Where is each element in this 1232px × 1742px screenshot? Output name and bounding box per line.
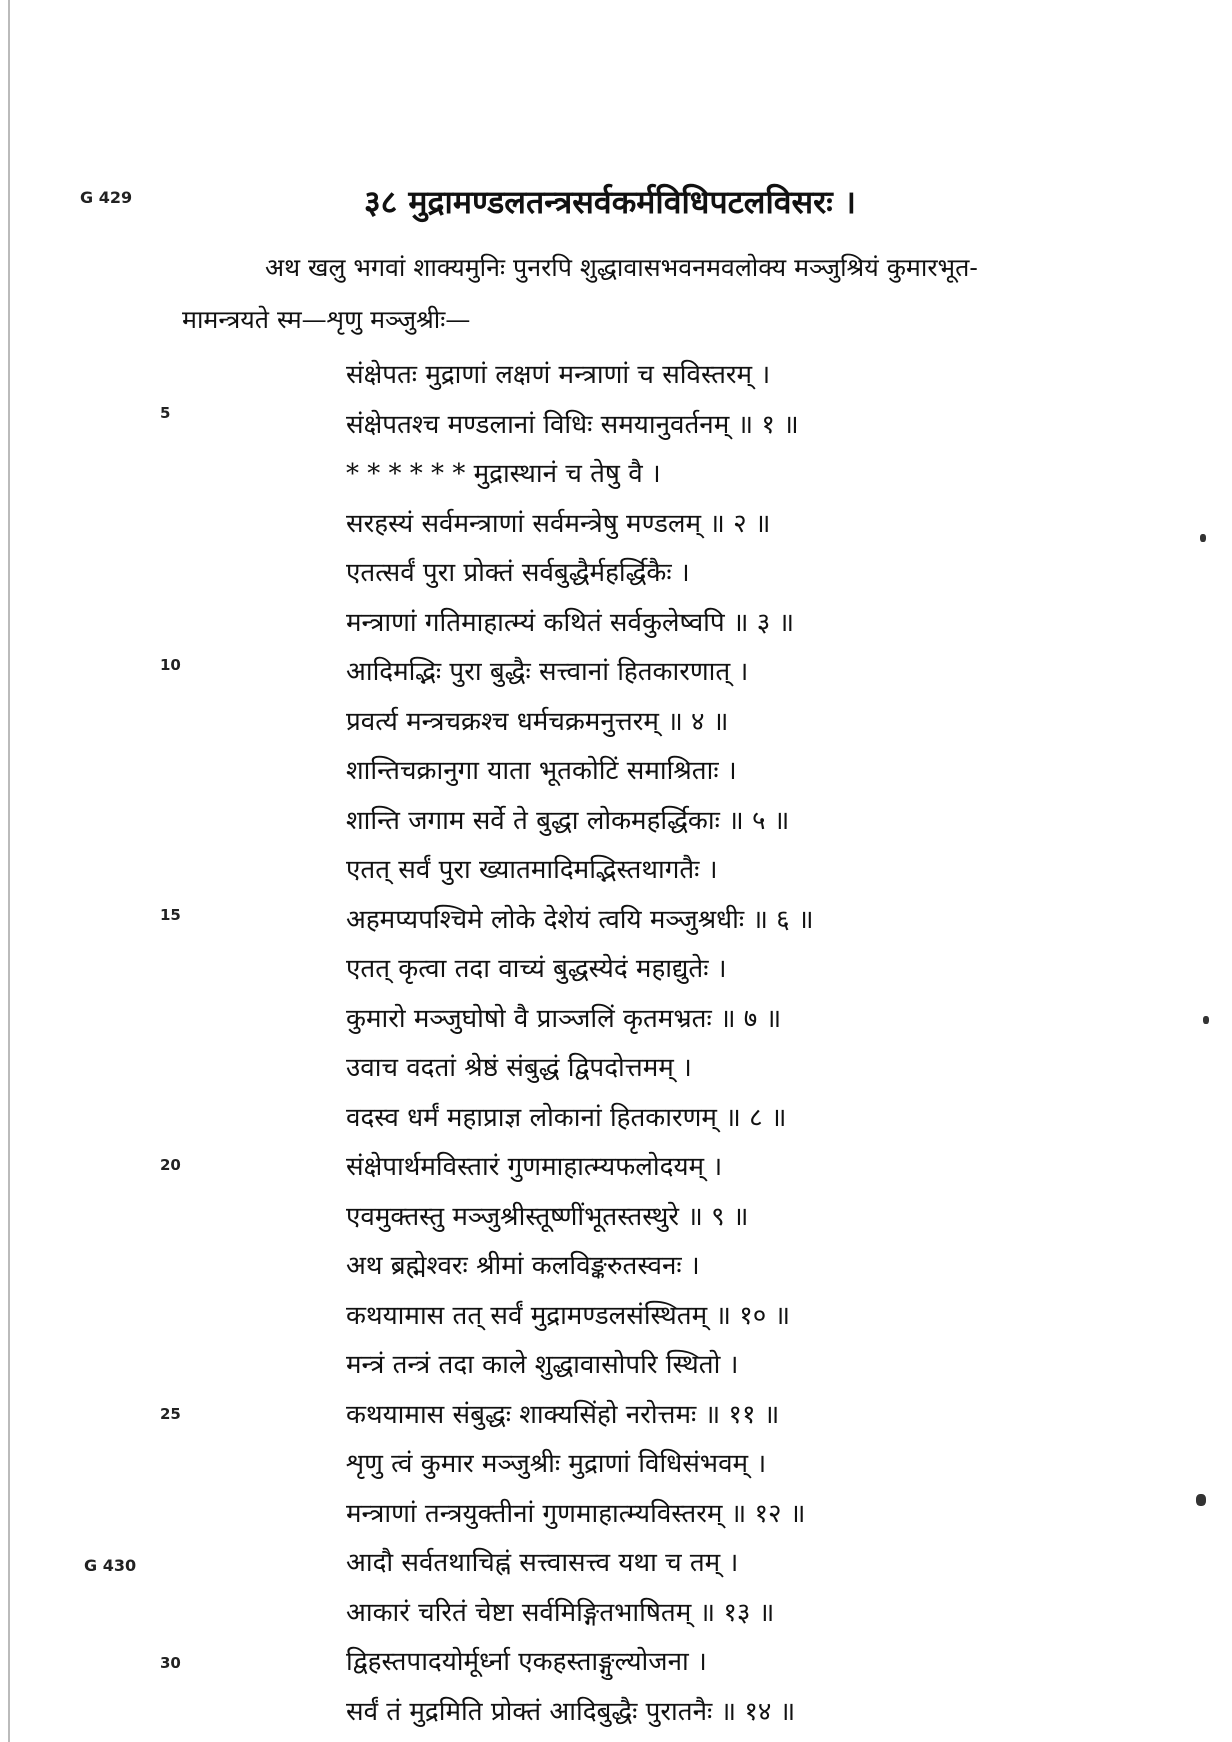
margin-ref-top: G 429 [80,188,133,207]
line-number: 30 [160,1654,181,1672]
verse-line: संक्षेपार्थमविस्तारं गुणमाहात्म्यफलोदयम् । [346,1152,723,1182]
verse-line: वदस्व धर्मं महाप्राज्ञ लोकानां हितकारणम् ॥ ८ ॥ [346,1103,787,1133]
line-number: 5 [160,404,171,422]
line-number: 20 [160,1156,181,1174]
verse-line: द्विहस्तपादयोर्मूर्ध्ना एकहस्ताङ्गुल्योजना । [346,1647,707,1677]
verse-line: कथयामास संबुद्धः शाक्यसिंहो नरोत्तमः ॥ ११ ॥ [346,1400,780,1430]
scan-speck [1200,534,1206,542]
chapter-heading: ३८ मुद्रामण्डलतन्त्रसर्वकर्मविधिपटलविसरः । [363,183,856,221]
verse-line: सरहस्यं सर्वमन्त्राणां सर्वमन्त्रेषु मण्डलम् ॥ २ ॥ [346,509,771,539]
verse-line: * * * * * * मुद्रास्थानं च तेषु वै । [346,459,661,489]
verse-line: आदिमद्भिः पुरा बुद्धैः सत्त्वानां हितकारणात् । [346,657,749,687]
line-number: 10 [160,656,181,674]
verse-line: उवाच वदतां श्रेष्ठं संबुद्धं द्विपदोत्तमम् । [346,1053,692,1083]
line-number: 15 [160,906,181,924]
verse-line: सर्वं तं मुद्रमिति प्रोक्तं आदिबुद्धैः पुरातनैः ॥ १४ ॥ [346,1697,796,1727]
line-number: 25 [160,1405,181,1423]
verse-line: एतत् सर्वं पुरा ख्यातमादिमद्भिस्तथागतैः । [346,855,718,885]
scan-speck [1196,1494,1206,1506]
verse-line: अहमप्यपश्चिमे लोके देशेयं त्वयि मञ्जुश्रधीः ॥ ६ ॥ [346,905,814,935]
verse-line: आकारं चरितं चेष्टा सर्वमिङ्गितभाषितम् ॥ १३ ॥ [346,1598,775,1628]
scan-speck [1203,1016,1209,1024]
verse-line: आदौ सर्वतथाचिह्नं सत्त्वासत्त्व यथा च तम् । [346,1548,739,1578]
verse-line: अथ ब्रह्मेश्वरः श्रीमां कलविङ्करुतस्वनः । [346,1251,700,1281]
verse-line: संक्षेपतः मुद्राणां लक्षणं मन्त्राणां च सविस्तरम् । [346,360,771,390]
verse-line: प्रवर्त्य मन्त्रचक्रश्च धर्मचक्रमनुत्तरम् ॥ ४ ॥ [346,707,729,737]
verse-line: एतत् कृत्वा तदा वाच्यं बुद्धस्येदं महाद्युतेः । [346,954,727,984]
intro-line-1: अथ खलु भगवां शाक्यमुनिः पुनरपि शुद्धावासभवनमवलोक्य मञ्जुश्रियं कुमारभूत- [265,253,978,282]
intro-line-2: मामन्त्रयते स्म—शृणु मञ्जुश्रीः— [182,305,471,334]
margin-ref-bottom: G 430 [84,1556,137,1575]
verse-line: शान्ति जगाम सर्वे ते बुद्धा लोकमहर्द्धिकाः ॥ ५ ॥ [346,806,790,836]
verse-line: कथयामास तत् सर्वं मुद्रामण्डलसंस्थितम् ॥ १० ॥ [346,1301,791,1331]
verse-line: संक्षेपतश्च मण्डलानां विधिः समयानुवर्तनम् ॥ १ ॥ [346,410,799,440]
verse-line: कुमारो मञ्जुघोषो वै प्राञ्जलिं कृतमभ्रतः ॥ ७ ॥ [346,1004,782,1034]
verse-line: शृणु त्वं कुमार मञ्जुश्रीः मुद्राणां विधिसंभवम् । [346,1449,767,1479]
verse-line: मन्त्राणां गतिमाहात्म्यं कथितं सर्वकुलेष्वपि ॥ ३ ॥ [346,608,795,638]
verse-line: एवमुक्तस्तु मञ्जुश्रीस्तूष्णींभूतस्तस्थुरे ॥ ९ ॥ [346,1202,749,1232]
verse-line: शान्तिचक्रानुगा याता भूतकोटिं समाश्रिताः । [346,756,737,786]
verse-line: मन्त्राणां तन्त्रयुक्तीनां गुणमाहात्म्यविस्तरम् ॥ १२ ॥ [346,1499,806,1529]
verse-line: मन्त्रं तन्त्रं तदा काले शुद्धावासोपरि स्थितो । [346,1350,739,1380]
verse-line: एतत्सर्वं पुरा प्रोक्तं सर्वबुद्धैर्महर्द्धिकैः । [346,558,690,588]
page-edge-rule [8,0,10,1742]
